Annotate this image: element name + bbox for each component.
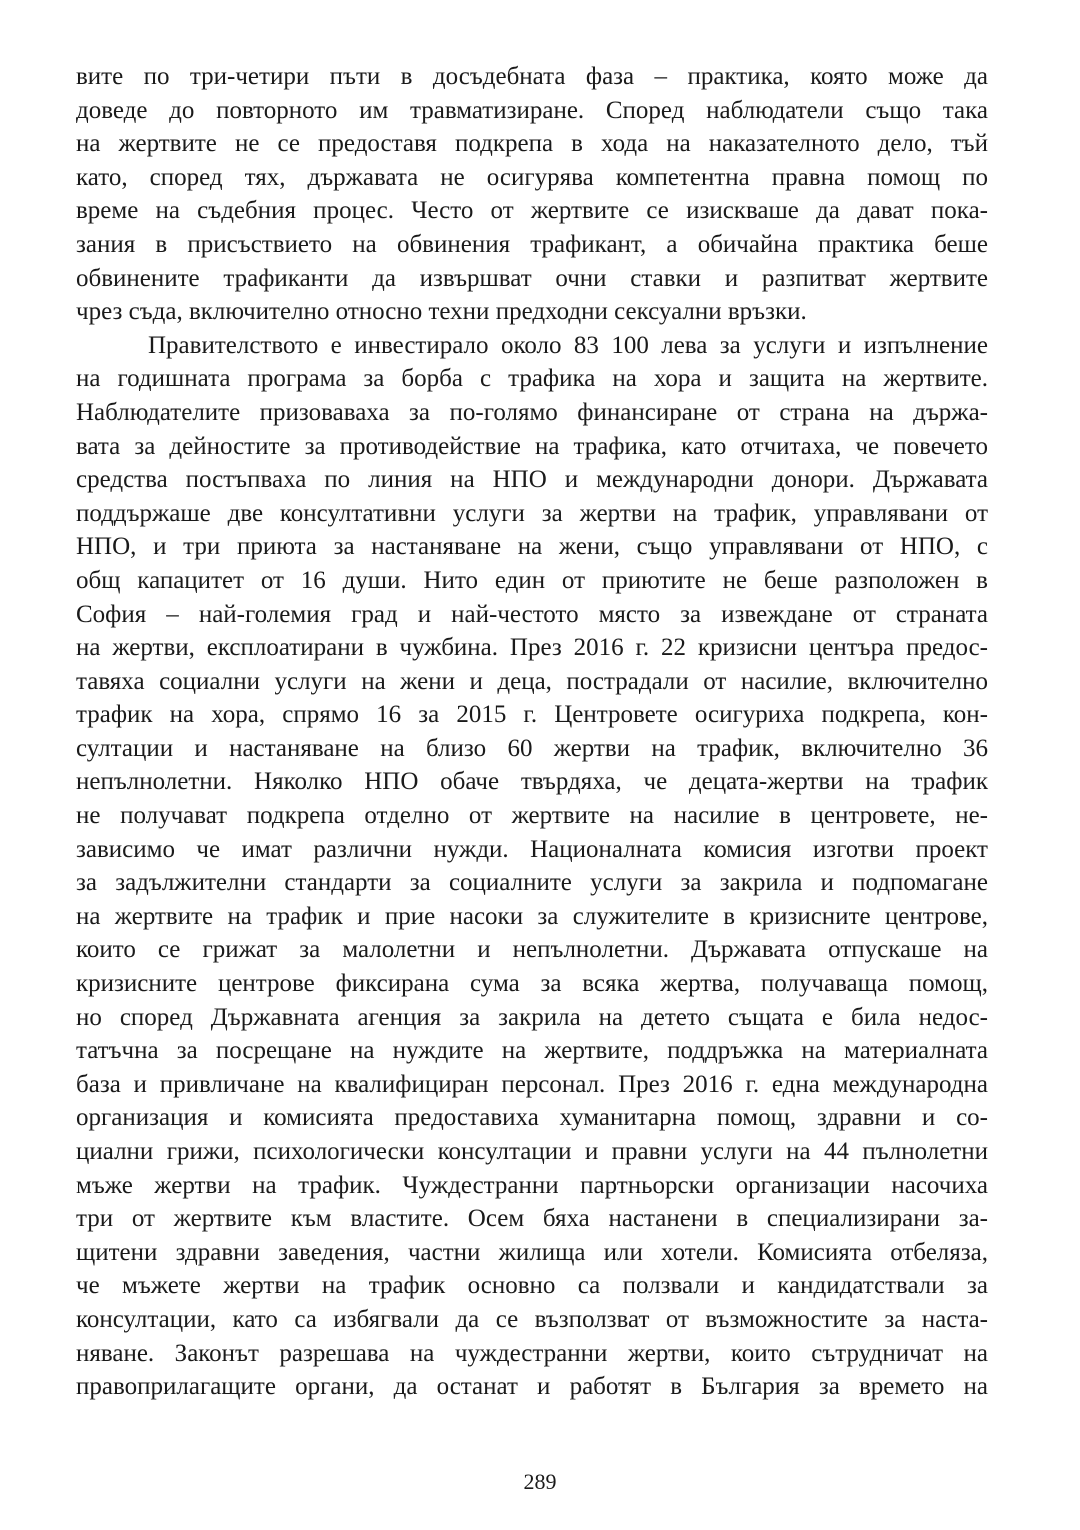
text-line: за задължителни стандарти за социалните услуги за закрила и подпомагане [76,869,988,897]
text-line: но според Държавната агенция за закрила на детето същата е била недос- [76,1003,988,1031]
text-line: доведе до повторното им травматизиране. Според наблюдатели също така [76,96,988,124]
text-line: непълнолетни. Няколко НПО обаче твърдяха, че децата-жертви на трафик [76,768,988,796]
text-line: зависимо че имат различни нужди. Националната комисия изготви проект [76,835,988,863]
text-line: трафик на хора, спрямо 16 за 2015 г. Центровете осигуриха подкрепа, кон- [76,701,988,729]
text-line: тавяха социални услуги на жени и деца, пострадали от насилие, включително [76,667,988,695]
text-line: вата за дейностите за противодействие на трафика, като отчитаха, че повечето [76,432,988,460]
text-line: време на съдебния процес. Често от жертвите се изискваше да дават пока- [76,197,988,225]
text-line: база и привличане на квалифициран персонал. През 2016 г. една международна [76,1070,988,1098]
text-line: поддържаше две консултативни услуги за жертви на трафик, управлявани от [76,499,988,527]
text-line: кризисните центрове фиксирана сума за всяка жертва, получаваща помощ, [76,970,988,998]
text-line: София – най-големия град и най-честото място за извеждане от страната [76,600,988,628]
page-number: 289 [523,1469,557,1494]
text-line: на жертви, експлоатирани в чужбина. През 2016 г. 22 кризисни центъра предос- [76,634,988,662]
paragraph [76,60,988,329]
text-line: на годишната програма за борба с трафика на хора и защита на жертвите. [76,365,988,393]
text-line: средства постъпваха по линия на НПО и международни донори. Държавата [76,466,988,494]
text-line: правоприлагащите органи, да останат и работят в България за времето на [76,1373,988,1401]
text-line: като, според тях, държавата не осигурява компетентна правна помощ по [76,163,988,191]
text-line: обвинените трафиканти да извършват очни ставки и разпитват жертвите [76,264,988,292]
text-line: вите по три-четири пъти в досъдебната фаза – практика, която може да [76,63,988,90]
text-line: циални грижи, психологически консултации и правни услуги на 44 пълнолетни [76,1138,988,1165]
text-line: които се грижат за малолетни и непълнолетни. Държавата отпускаше на [76,936,988,964]
text-line: три от жертвите към властите. Осем бяха настанени в специализирани за- [76,1205,988,1233]
text-line: на жертвите не се предоставя подкрепа в хода на наказателното дело, тъй [76,130,988,158]
text-line: на жертвите на трафик и прие насоки за служителите в кризисните центрове, [76,902,988,930]
text-line: че мъжете жертви на трафик основно са ползвали и кандидатствали за [76,1272,988,1300]
page-body [76,60,988,1404]
text-line: общ капацитет от 16 души. Нито един от приютите не беше разположен в [76,566,988,594]
text-line: НПО, и три приюта за настаняване на жени, също управлявани от НПО, с [76,533,988,561]
text-line: Правителството е инвестирало около 83 100 лева за услуги и изпълнение [148,331,988,359]
text-line: консултации, като са избягвали да се възползват от възможностите за наста- [76,1305,988,1333]
text-line: Наблюдателите призоваваха за по-голямо финансиране от страна на държа- [76,398,988,426]
text-line: чрез съда, включително относно техни предходни сексуални връзки. [76,298,807,326]
text-line: няване. Законът разрешава на чуждестранни жертви, които сътрудничат на [76,1339,988,1367]
text-line: организация и комисията предоставиха хуманитарна помощ, здравни и со- [76,1104,988,1132]
text-line: щитени здравни заведения, частни жилища или хотели. Комисията отбеляза, [76,1238,988,1266]
text-line: мъже жертви на трафик. Чуждестранни партньорски организации насочиха [76,1171,988,1199]
text-line: не получават подкрепа отделно от жертвите на насилие в центровете, не- [76,802,988,830]
text-line: зания в присъствието на обвинения трафикант, а обичайна практика беше [76,230,988,258]
text-line: султации и настаняване на близо 60 жертви на трафик, включително 36 [76,734,988,762]
text-line: татъчна за посрещане на нуждите на жертвите, поддръжка на материалната [76,1037,988,1065]
paragraph [76,329,988,1404]
